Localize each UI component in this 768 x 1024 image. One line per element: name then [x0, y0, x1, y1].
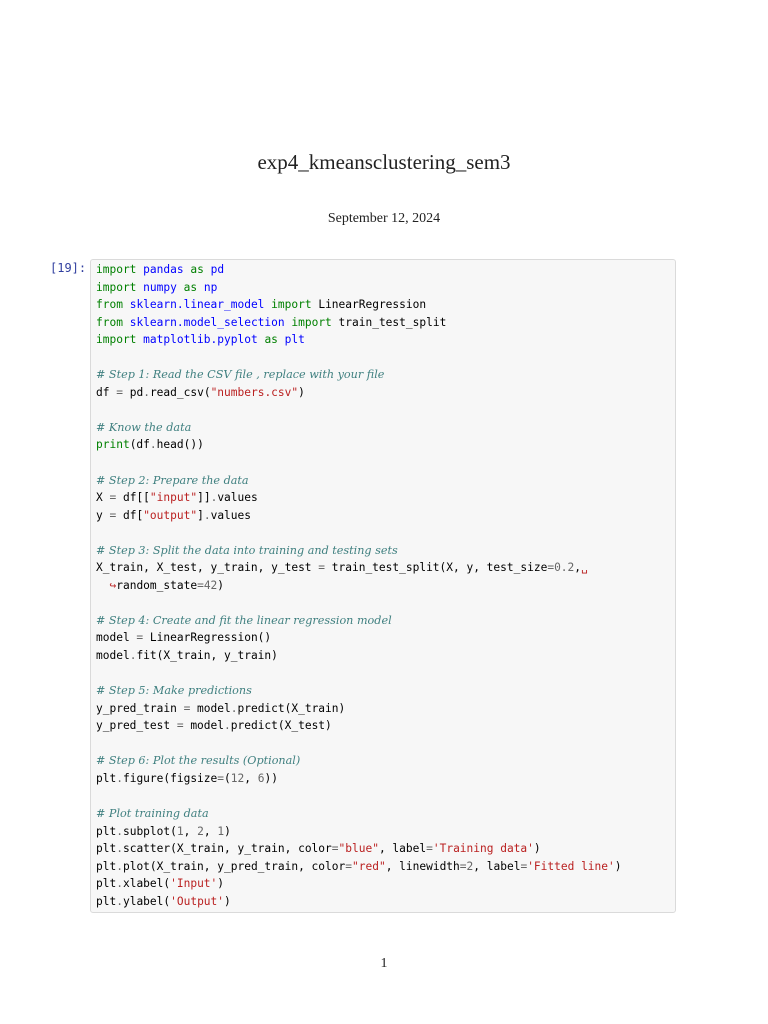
code-line	[96, 314, 671, 332]
code-line	[96, 296, 671, 314]
code-line	[96, 559, 671, 577]
code-token: # Step 3: Split the data into training and testing sets	[96, 543, 398, 557]
code-token: sklearn.model_selection	[129, 315, 285, 329]
code-token: as	[183, 280, 198, 294]
code-token: ,	[574, 561, 582, 575]
code-token: # Step 4: Create and fit the linear regression model	[96, 613, 392, 627]
code-token: plt	[96, 824, 117, 838]
code-token: plot(X_train, y_pred_train, color	[122, 859, 346, 873]
code-token: =	[459, 859, 467, 873]
code-token: )	[224, 894, 231, 908]
code-line	[96, 770, 671, 788]
code-token: .	[116, 771, 123, 785]
code-line	[96, 647, 671, 665]
code-line	[96, 384, 671, 402]
code-token	[204, 263, 211, 276]
code-token: matplotlib.pyplot	[143, 333, 258, 347]
code-token: fit(X_train, y_train)	[136, 649, 278, 663]
code-line	[96, 489, 671, 507]
code-token: df[[	[116, 491, 150, 505]
code-token: plt	[96, 894, 117, 908]
code-line	[96, 349, 671, 367]
code-token: ↪	[109, 578, 117, 592]
code-token: "output"	[143, 508, 198, 522]
code-line	[96, 717, 671, 735]
code-token: 'Training data'	[432, 842, 534, 856]
code-token: .	[230, 701, 238, 715]
code-token: model	[96, 649, 130, 663]
code-line	[96, 665, 671, 683]
code-token: df[	[116, 508, 144, 522]
page-title: exp4_kmeansclustering_sem3	[257, 150, 511, 174]
code-token: =	[426, 842, 433, 856]
code-token: .	[210, 491, 218, 505]
code-token	[197, 281, 204, 294]
code-token: .	[116, 859, 123, 873]
code-line	[96, 331, 671, 349]
code-token: pandas	[143, 263, 184, 276]
code-token: train_test_split(X, y, test_size	[325, 561, 548, 575]
code-token: as	[190, 263, 204, 276]
code-token: "input"	[149, 491, 198, 505]
code-token	[123, 316, 130, 329]
code-token: ))	[264, 771, 278, 785]
code-line	[96, 682, 671, 700]
code-token: =	[318, 561, 326, 575]
code-token: =	[116, 385, 123, 399]
code-token: subplot(	[122, 824, 177, 838]
code-token: # Know the data	[96, 420, 192, 434]
code-token: from	[96, 315, 123, 329]
code-token: =	[183, 701, 191, 715]
code-token: (	[224, 771, 231, 785]
code-token: plt	[96, 771, 117, 785]
code-token: figure(figsize	[122, 771, 218, 785]
code-token: "blue"	[338, 842, 379, 856]
code-line	[96, 805, 671, 823]
code-token: from	[96, 298, 123, 312]
code-token: .	[116, 824, 123, 838]
code-token: # Step 6: Plot the results (Optional)	[96, 754, 301, 768]
code-token: LinearRegression()	[143, 631, 272, 645]
code-token: 6	[257, 771, 265, 785]
code-token: pd	[122, 385, 144, 399]
document-date: September 12, 2024	[327, 211, 441, 226]
code-token: 42	[203, 578, 218, 592]
code-token: =	[331, 842, 339, 856]
code-token: =	[520, 859, 528, 873]
code-token: "red"	[352, 859, 386, 873]
code-token: .	[116, 894, 123, 908]
code-token: .	[116, 877, 123, 891]
code-token: plt	[284, 333, 305, 347]
code-token: =	[109, 508, 117, 522]
code-token: .	[143, 385, 150, 399]
code-token: X	[96, 491, 110, 505]
code-token: .	[203, 508, 211, 522]
code-token: ]]	[197, 491, 211, 505]
code-line	[96, 840, 671, 858]
code-line	[96, 261, 671, 279]
code-token: 0.2	[554, 561, 575, 575]
code-token: )	[298, 385, 305, 399]
code-token: ylabel(	[122, 894, 171, 908]
code-token: sklearn.linear_model	[129, 298, 265, 312]
code-token: values	[217, 491, 258, 505]
code-line	[96, 507, 671, 525]
code-token: y	[96, 508, 110, 522]
code-token	[96, 579, 109, 592]
code-token: =	[109, 491, 117, 505]
code-token: =	[197, 578, 204, 592]
code-token: X_train, X_test, y_train, y_test	[96, 561, 319, 575]
code-token: , label	[473, 859, 521, 873]
code-token: 2	[466, 859, 474, 873]
code-token: predict(X_train)	[237, 701, 346, 715]
code-token: , linewidth	[385, 859, 460, 873]
code-token: .	[224, 719, 231, 733]
code-line	[96, 577, 671, 595]
code-token: model	[96, 631, 137, 645]
code-line	[96, 542, 671, 560]
code-token: random_state	[116, 578, 198, 592]
code-token: predict(X_test)	[230, 719, 332, 733]
code-line	[96, 787, 671, 805]
code-token: 2	[197, 824, 204, 838]
code-token: =	[136, 631, 144, 645]
code-token: .	[129, 649, 137, 663]
code-token: import	[291, 315, 332, 329]
code-token: ,	[183, 824, 198, 838]
code-token: .	[116, 842, 123, 856]
code-token: =	[547, 561, 555, 575]
code-cell	[90, 259, 676, 913]
code-token: np	[203, 280, 218, 294]
code-token: (df	[129, 438, 150, 452]
code-token: LinearRegression	[311, 298, 427, 312]
execution-prompt: [19]:	[50, 261, 87, 275]
code-line	[96, 629, 671, 647]
code-token: 1	[217, 824, 225, 838]
code-line	[96, 858, 671, 876]
code-token: )	[614, 859, 622, 873]
code-token: # Step 5: Make predictions	[96, 684, 252, 698]
code-token: y_pred_test	[96, 719, 177, 733]
code-line	[96, 875, 671, 893]
code-token: xlabel(	[122, 877, 171, 891]
code-token: df	[96, 385, 117, 399]
code-line	[96, 594, 671, 612]
code-line	[96, 735, 671, 753]
code-token: =	[176, 719, 184, 733]
code-token: ,	[244, 771, 258, 785]
code-token: .	[149, 438, 157, 452]
code-line	[96, 419, 671, 437]
code-token: y_pred_train	[96, 701, 184, 715]
code-line	[96, 279, 671, 297]
code-token: )	[217, 877, 225, 891]
code-token: 'Fitted line'	[527, 859, 615, 873]
code-token: # Step 1: Read the CSV file , replace with your file	[96, 368, 385, 382]
code-line	[96, 366, 671, 384]
code-token: read_csv(	[149, 385, 211, 399]
code-token: head())	[156, 438, 204, 452]
code-token: scatter(X_train, y_train, color	[122, 842, 332, 856]
code-token: 'Output'	[170, 894, 225, 908]
code-token: )	[224, 824, 231, 838]
code-token: # Plot training data	[96, 806, 209, 820]
code-token: model	[183, 719, 224, 733]
code-token: 'Input'	[170, 877, 218, 891]
code-token: values	[210, 508, 251, 522]
code-line	[96, 612, 671, 630]
code-token: ]	[197, 508, 204, 522]
code-token: ,	[203, 824, 218, 838]
code-token	[123, 298, 130, 311]
code-token: )	[217, 578, 225, 592]
code-token: import	[96, 263, 137, 276]
code-block	[96, 261, 671, 910]
page-number: 1	[380, 956, 388, 971]
code-token: plt	[96, 842, 117, 856]
code-token: as	[264, 333, 278, 347]
code-token: ␣	[581, 561, 588, 575]
code-token: =	[217, 771, 225, 785]
code-line	[96, 472, 671, 490]
code-token	[278, 333, 285, 346]
code-token: 1	[176, 824, 184, 838]
code-line	[96, 524, 671, 542]
code-line	[96, 752, 671, 770]
code-line	[96, 436, 671, 454]
code-line	[96, 401, 671, 419]
code-token: 12	[230, 771, 245, 785]
code-token: import	[96, 333, 137, 347]
code-token: "numbers.csv"	[210, 385, 299, 399]
code-line	[96, 893, 671, 911]
code-token: import	[96, 280, 137, 294]
code-token: plt	[96, 877, 117, 891]
code-token	[177, 281, 184, 294]
code-token: pd	[210, 263, 225, 276]
code-token: plt	[96, 859, 117, 873]
code-token: , label	[378, 842, 427, 856]
code-token: =	[345, 859, 352, 873]
code-line	[96, 823, 671, 841]
code-token: numpy	[143, 280, 177, 294]
code-token: train_test_split	[331, 315, 447, 329]
code-token: print	[96, 438, 130, 452]
code-token: # Step 2: Prepare the data	[96, 473, 249, 487]
code-token: )	[533, 842, 541, 856]
code-token: model	[190, 701, 231, 715]
code-line	[96, 700, 671, 718]
code-token: import	[271, 298, 312, 312]
code-line	[96, 454, 671, 472]
